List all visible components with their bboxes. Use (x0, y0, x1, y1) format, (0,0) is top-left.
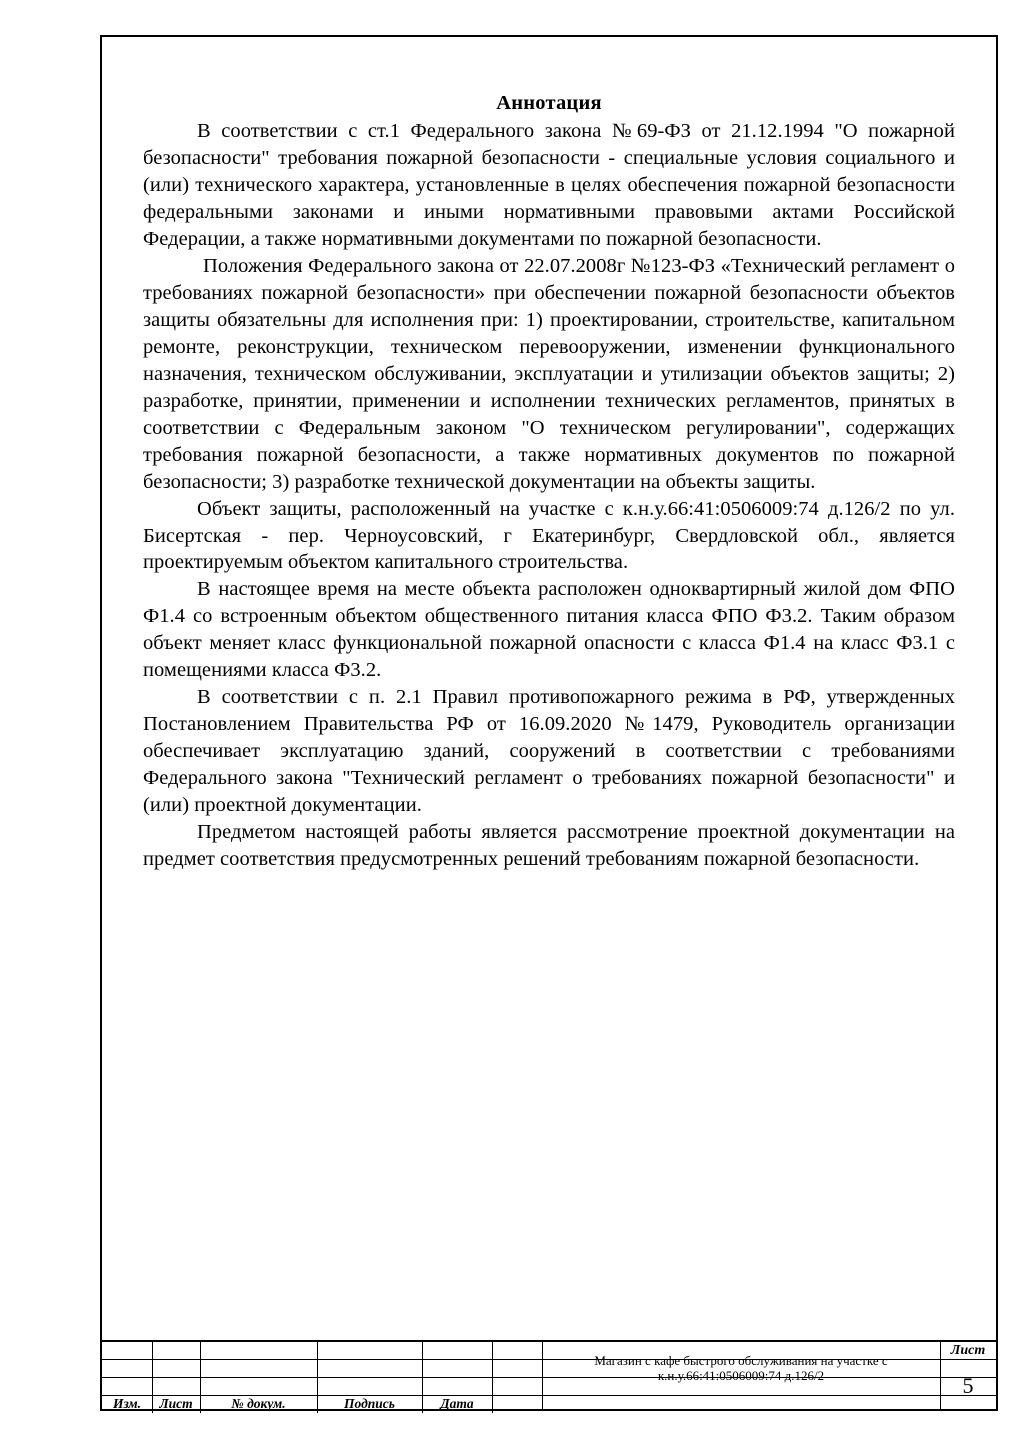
page-title: Аннотация (496, 92, 602, 114)
paragraph-2: Положения Федерального закона от 22.07.2008г №123-ФЗ «Технический регламент о требованиях пожарной безопасности» при обеспечении пожарной безопасности объектов защиты обязательны для исполнения при: 1) проектировании, строительстве, капитальном ремонте, реконструкции, техническом перевооружении, изменении функционального назначения, техническом обслуживании, эксплуатации и утилизации объектов защиты; 2) разработке, принятии, применении и исполнении технических регламентов, принятых в соответствии с Федеральным законом "О техническом регулировании", содержащих требования пожарной безопасности, а также нормативных документов по пожарной безопасности; 3) разработке технической документации на объекты защиты. (143, 255, 955, 493)
column-label-izm: Изм. (112, 1396, 142, 1411)
sheet-number: 5 (962, 1373, 974, 1398)
title-block (100, 1340, 998, 1411)
paragraph-1: В соответствии с ст.1 Федерального закона №69-ФЗ от 21.12.1994 "О пожарной безопасности" требования пожарной безопасности - специальные условия социального и (или) технического характера, установленные в целях обеспечения пожарной безопасности федеральными законами и иными нормативными правовыми актами Российской Федерации, а также нормативными документами по пожарной безопасности. (143, 120, 955, 251)
document-body (143, 90, 955, 873)
column-label-data: Дата (440, 1396, 474, 1411)
sheet-label: Лист (950, 1342, 986, 1358)
paragraph-3: Объект защиты, расположенный на участке с к.н.у.66:41:0506009:74 д.126/2 по ул. Бисертская - пер. Черноусовский, г Екатеринбург, Свердловской обл., является проектируемым объектом капитального строительства. (143, 497, 955, 574)
column-label-dokum: № докум. (231, 1396, 286, 1411)
column-label-podpis: Подпись (344, 1396, 395, 1411)
paragraph-4: В настоящее время на месте объекта расположен одноквартирный жилой дом ФПО Ф1.4 со встроенным объектом общественного питания класса ФПО Ф3.2. Таким образом объект меняет класс функциональной пожарной опасности с класса Ф1.4 на класс Ф3.1 с помещениями класса Ф3.2. (143, 578, 955, 682)
paragraph-5: В соответствии с п. 2.1 Правил противопожарного режима в РФ, утвержденных Постановлением Правительства РФ от 16.09.2020 №1479, Руководитель организации обеспечивает эксплуатацию зданий, сооружений в соответствии с требованиями Федерального закона "Технический регламент о требованиях пожарной безопасности" и (или) проектной документации. (143, 686, 955, 817)
object-title: Магазин с кафе быстрого обслуживания на участке с к.н.у.66:41:0506009:74 д.126/2 (594, 1352, 888, 1383)
paragraph-6: Предметом настоящей работы является рассмотрение проектной документации на предмет соответствия предусмотренных решений требованиям пожарной безопасности. (143, 821, 955, 870)
column-label-list: Лист (159, 1396, 193, 1411)
title-block-column-labels (102, 1395, 542, 1413)
